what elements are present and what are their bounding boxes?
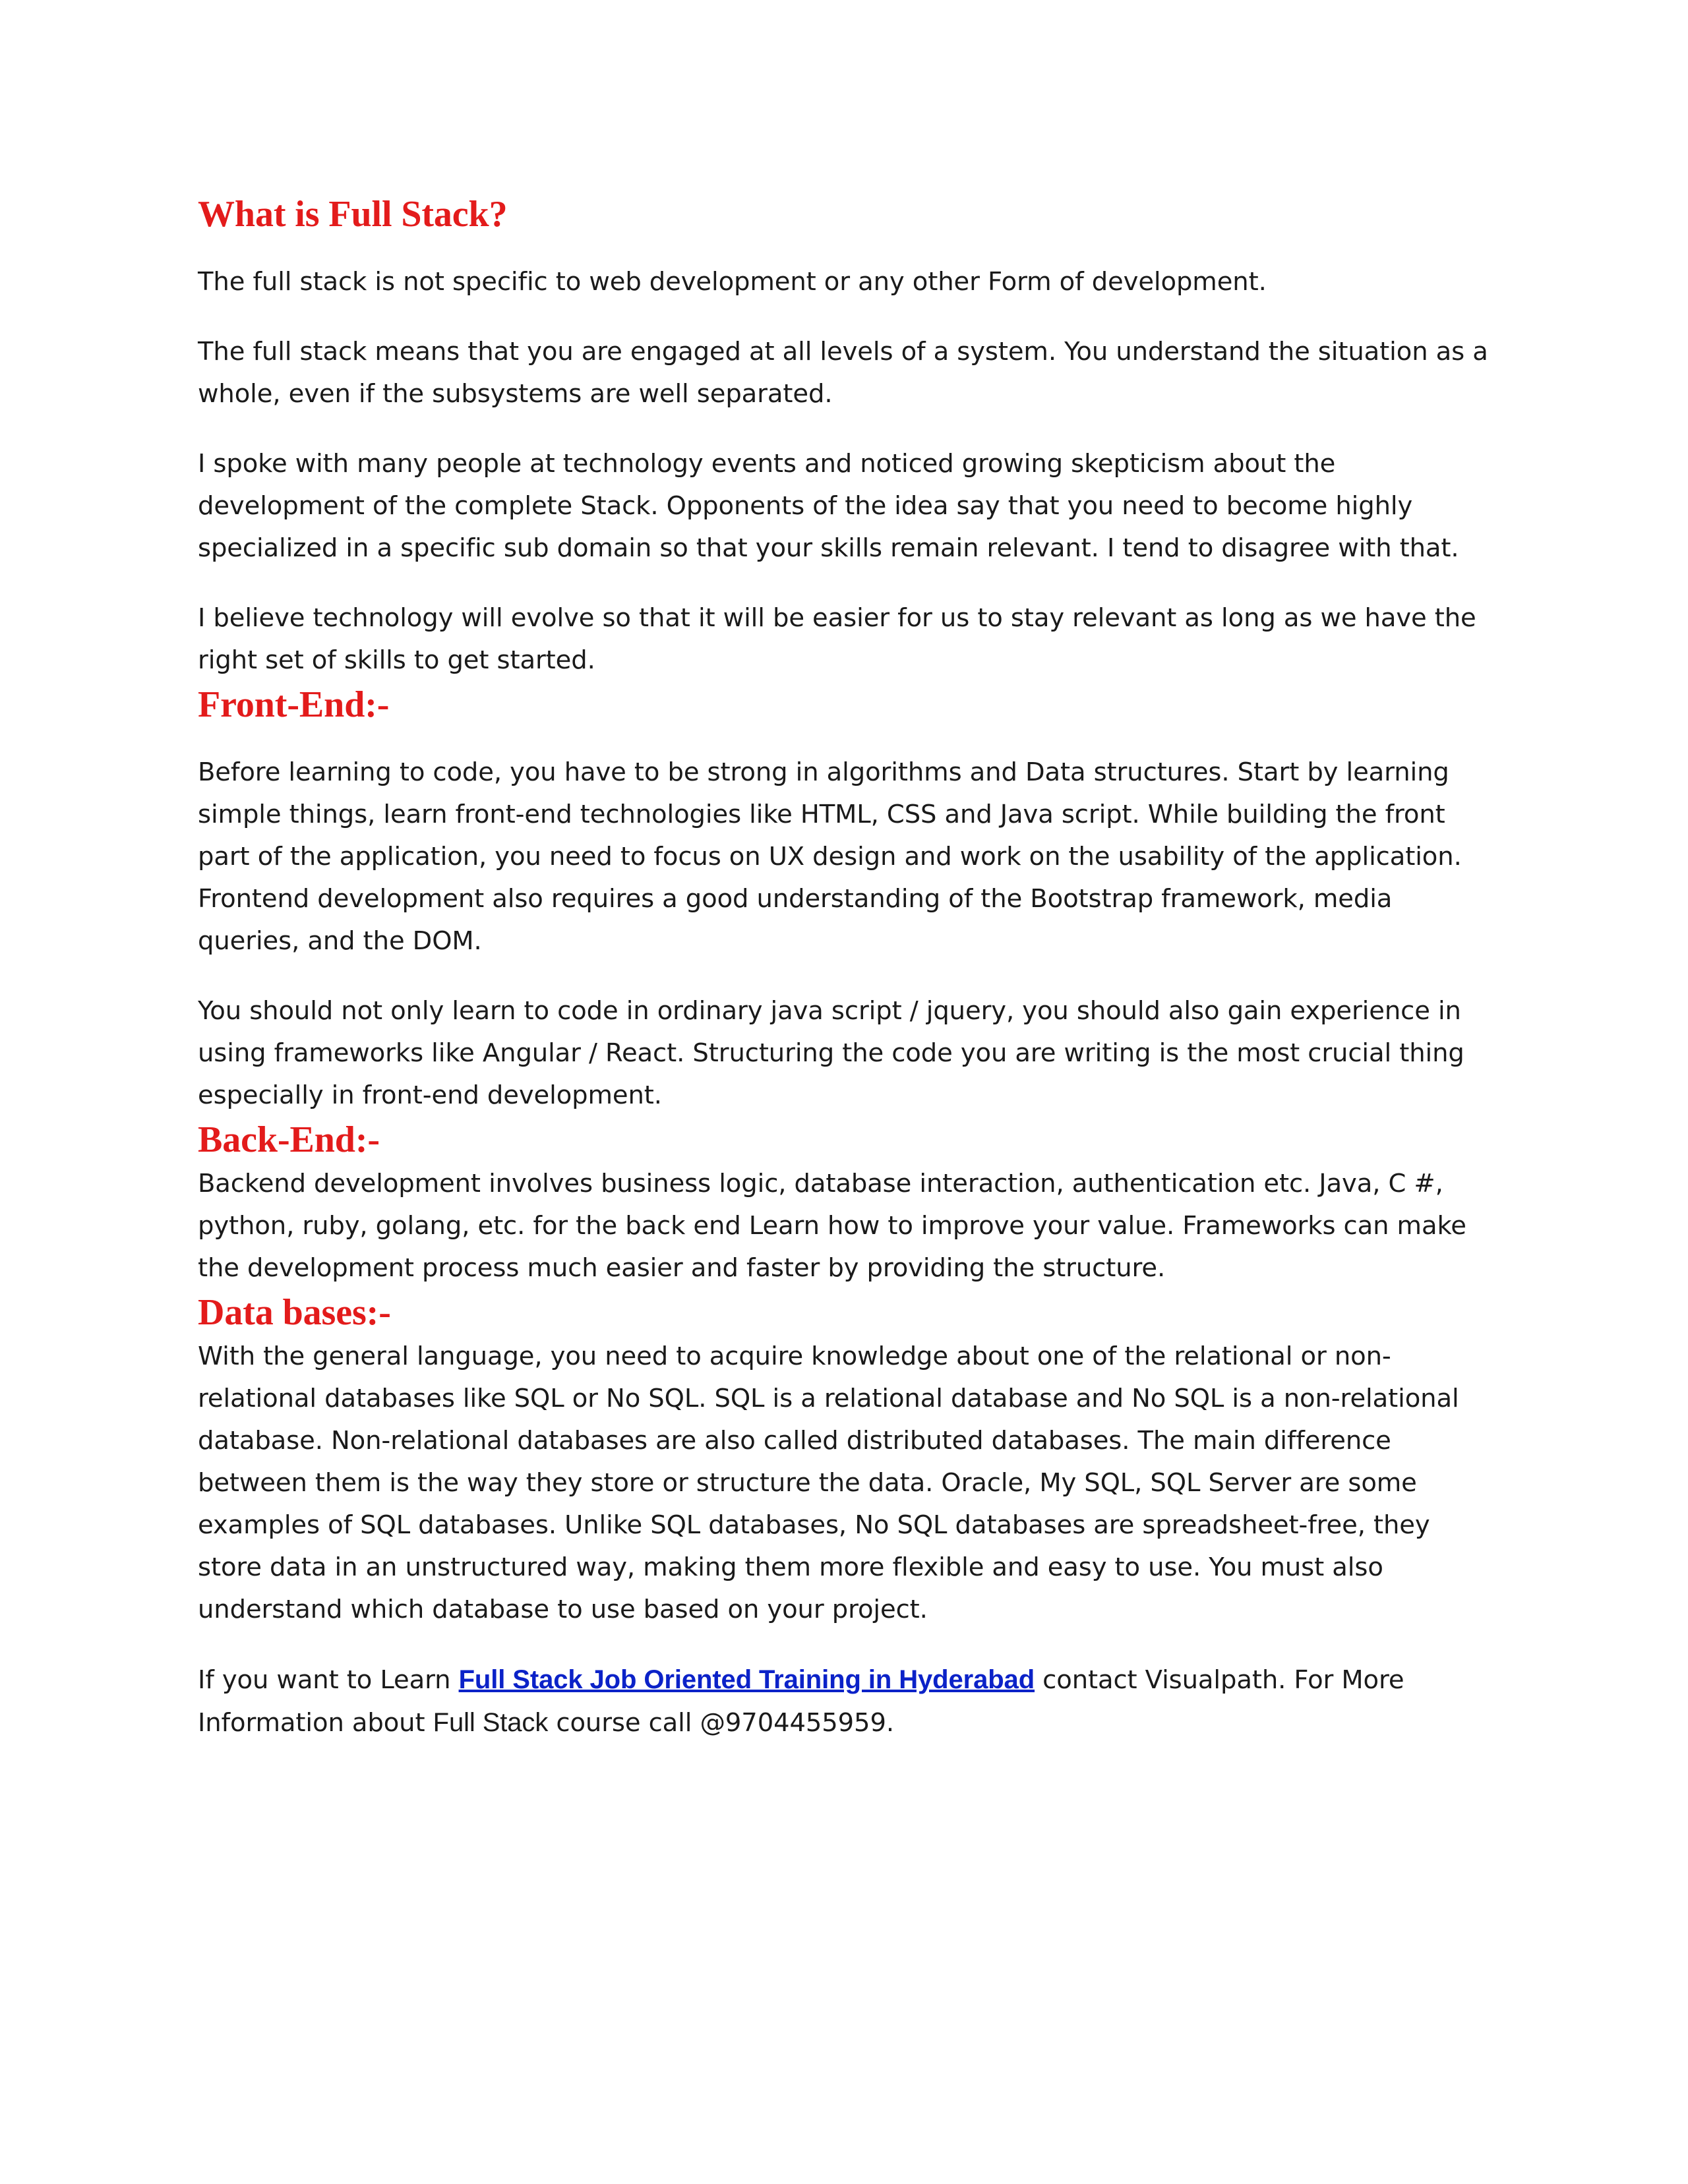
page-title: What is Full Stack?: [198, 194, 508, 235]
training-link[interactable]: Full Stack Job Oriented Training in Hyderabad: [458, 1665, 1035, 1694]
intro-paragraph-4: I believe technology will evolve so that it will be easier for us to stay relevant as long as we have the right set of skills to get started.: [198, 603, 1476, 675]
frontend-heading: Front-End:-: [198, 684, 390, 725]
intro-paragraph-2: The full stack means that you are engaged at all levels of a system. You understand the situation as a whole, even if the subsystems are well separated.: [198, 337, 1488, 409]
intro-paragraph-3: I spoke with many people at technology events and noticed growing skepticism about the development of the complete Stack. Opponents of the idea say that you need to become highly specialized in a specific sub domain so that your skills remain relevant. I tend to disagree with that.: [198, 449, 1459, 563]
contact-prefix: If you want to Learn: [198, 1665, 459, 1695]
backend-heading: Back-End:-: [198, 1119, 380, 1160]
contact-suffix: course call @9704455959.: [548, 1708, 894, 1738]
frontend-paragraph-2: You should not only learn to code in ordinary java script / jquery, you should also gain experience in using frameworks like Angular / React. Structuring the code you are writing is the most crucial thing especially in front-end development.: [198, 996, 1464, 1110]
frontend-paragraph-1: Before learning to code, you have to be strong in algorithms and Data structures. Start by learning simple things, learn front-end technologies like HTML, CSS and Java script. While building the front part of the application, you need to focus on UX design and work on the usability of the application. Frontend development also requires a good understanding of the Bootstrap framework, media queries, and the DOM.: [198, 757, 1462, 956]
databases-paragraph-1: With the general language, you need to acquire knowledge about one of the relational or non-relational databases like SQL or No SQL. SQL is a relational database and No SQL is a non-relational database. Non-relational databases are also called distributed databases. The main difference between them is the way they store or structure the data. Oracle, My SQL, SQL Server are some examples of SQL databases. Unlike SQL databases, No SQL databases are spreadsheet-free, they store data in an unstructured way, making them more flexible and easy to use. You must also understand which database to use based on your project.: [198, 1342, 1459, 1624]
backend-paragraph-1: Backend development involves business logic, database interaction, authentication etc. Java, C #, python, ruby, golang, etc. for the back end Learn how to improve your value. Frameworks can make the development process much easier and faster by providing the structure.: [198, 1169, 1466, 1283]
intro-paragraph-1: The full stack is not specific to web development or any other Form of development.: [198, 267, 1267, 297]
course-name: Full Stack: [433, 1708, 549, 1737]
document-content: [198, 191, 1490, 1772]
contact-paragraph: [198, 1659, 1490, 1744]
databases-heading: Data bases:-: [198, 1292, 391, 1333]
contact-middle: contact Visualpath. For More Information about: [198, 1665, 1404, 1738]
